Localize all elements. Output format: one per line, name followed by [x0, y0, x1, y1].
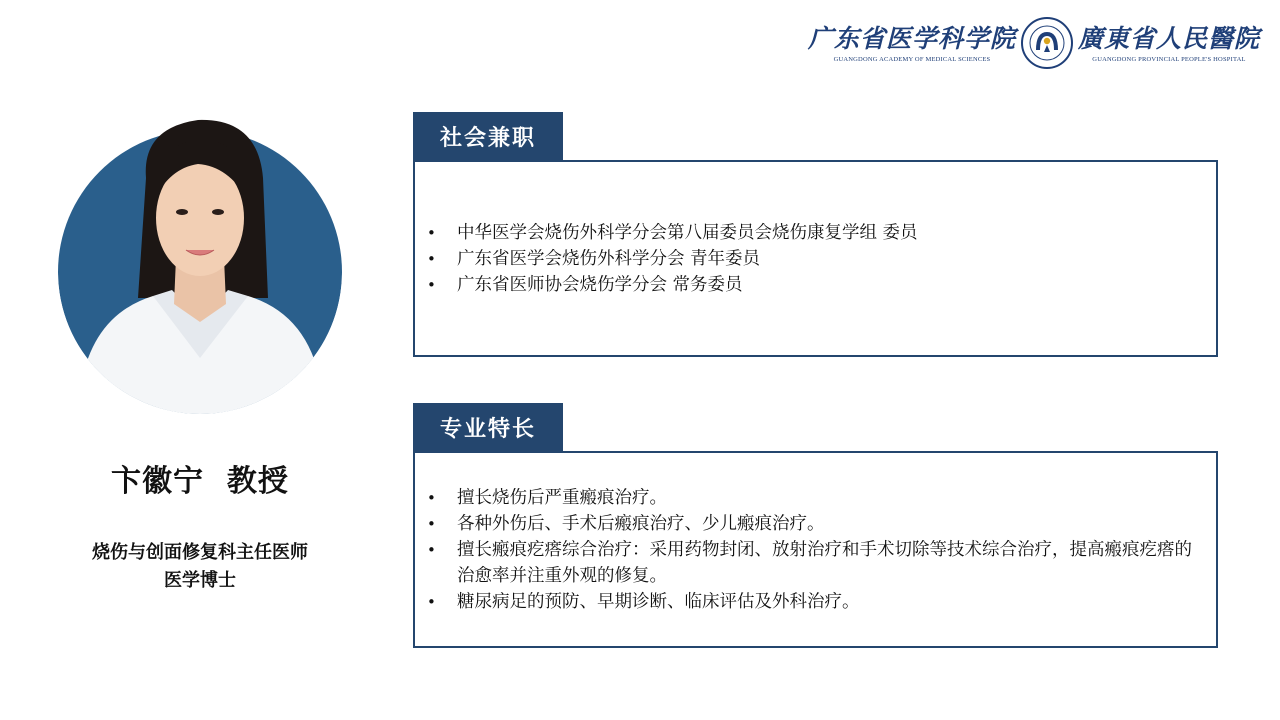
- academy-name-cn: 广东省医学科学院: [807, 23, 1016, 53]
- hospital-emblem-icon: [1020, 16, 1074, 70]
- list-item: • 擅长瘢痕疙瘩综合治疗：采用药物封闭、放射治疗和手术切除等技术综合治疗，提高瘢痕疙瘩的治愈率并注重外观的修复。: [415, 537, 1216, 589]
- hospital-name-en: GUANGDONG PROVINCIAL PEOPLE'S HOSPITAL: [1092, 55, 1246, 63]
- list-item: • 广东省医师协会烧伤学分会 常务委员: [415, 272, 1216, 298]
- list-item: • 糖尿病足的预防、早期诊断、临床评估及外科治疗。: [415, 589, 1216, 615]
- doctor-position: 烧伤与创面修复科主任医师: [92, 542, 308, 563]
- section-social-roles: [413, 160, 1218, 357]
- doctor-portrait: [58, 108, 342, 414]
- list-item: • 各种外伤后、手术后瘢痕治疗、少儿瘢痕治疗。: [415, 511, 1216, 537]
- academy-name-en: GUANGDONG ACADEMY OF MEDICAL SCIENCES: [833, 55, 991, 63]
- social-roles-list: [415, 220, 1216, 298]
- doctor-degree: 医学博士: [164, 570, 236, 591]
- header-logos: [808, 16, 1260, 70]
- section-specialties: [413, 451, 1218, 648]
- section-title-social-roles: 社会兼职: [413, 112, 563, 160]
- academy-logo: [808, 24, 1016, 63]
- section-title-specialties: 专业特长: [413, 403, 563, 451]
- list-item: • 中华医学会烧伤外科学分会第八届委员会烧伤康复学组 委员: [415, 220, 1216, 246]
- list-item: • 擅长烧伤后严重瘢痕治疗。: [415, 485, 1216, 511]
- doctor-name: 卞徽宁 教授: [111, 464, 289, 499]
- list-item: • 广东省医学会烧伤外科学分会 青年委员: [415, 246, 1216, 272]
- specialties-list: [415, 485, 1216, 615]
- hospital-name-cn: 廣東省人民醫院: [1077, 23, 1260, 53]
- hospital-logo: [1078, 24, 1260, 63]
